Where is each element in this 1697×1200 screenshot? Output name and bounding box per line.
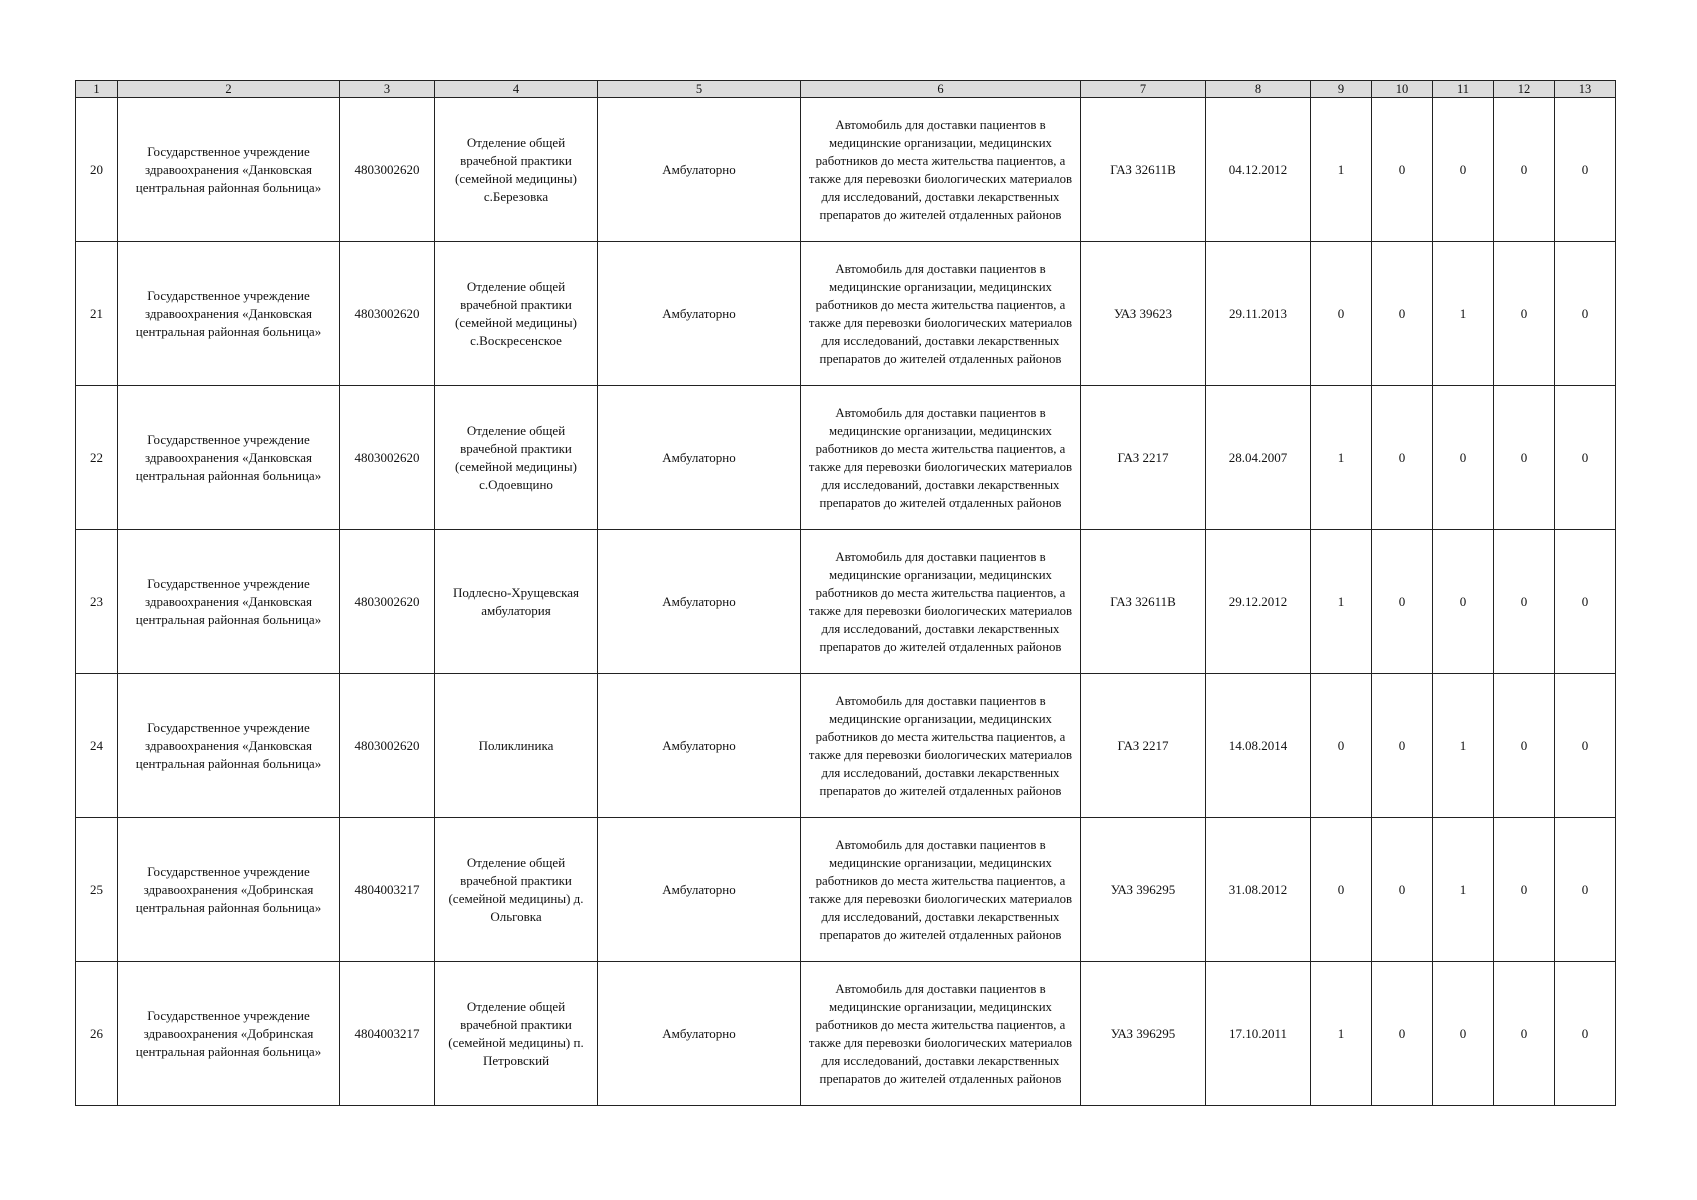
- row-number-cell: 24: [76, 674, 118, 818]
- col-10-value-cell: 0: [1372, 674, 1433, 818]
- vehicle-purpose-cell: Автомобиль для доставки пациентов в медицинские организации, медицинских работников до места жительства пациентов, а также для перевозки биологических материалов для исследований, доставки лекарственных препаратов до жителей отдаленных районов: [801, 98, 1081, 242]
- col-11-value-cell: 0: [1433, 98, 1494, 242]
- column-number-cell: 1: [76, 81, 118, 98]
- vehicle-model-cell: ГАЗ 2217: [1081, 386, 1206, 530]
- col-12-value-cell: 0: [1494, 818, 1555, 962]
- vehicle-purpose-cell: Автомобиль для доставки пациентов в медицинские организации, медицинских работников до места жительства пациентов, а также для перевозки биологических материалов для исследований, доставки лекарственных препаратов до жителей отдаленных районов: [801, 530, 1081, 674]
- inn-cell: 4803002620: [340, 386, 435, 530]
- care-type-cell: Амбулаторно: [598, 962, 801, 1106]
- registration-date-cell: 28.04.2007: [1206, 386, 1311, 530]
- table-row: [76, 674, 1616, 818]
- institution-name-cell: Государственное учреждение здравоохранения «Данковская центральная районная больница»: [118, 530, 340, 674]
- inn-cell: 4804003217: [340, 818, 435, 962]
- subdivision-cell: Отделение общей врачебной практики (семейной медицины) д. Ольговка: [435, 818, 598, 962]
- vehicle-model-cell: УАЗ 39623: [1081, 242, 1206, 386]
- col-13-value-cell: 0: [1555, 818, 1616, 962]
- institution-name-cell: Государственное учреждение здравоохранения «Данковская центральная районная больница»: [118, 98, 340, 242]
- col-11-value-cell: 1: [1433, 674, 1494, 818]
- row-number-cell: 22: [76, 386, 118, 530]
- col-10-value-cell: 0: [1372, 386, 1433, 530]
- col-9-value-cell: 1: [1311, 962, 1372, 1106]
- row-number-cell: 20: [76, 98, 118, 242]
- col-10-value-cell: 0: [1372, 818, 1433, 962]
- col-10-value-cell: 0: [1372, 98, 1433, 242]
- col-12-value-cell: 0: [1494, 530, 1555, 674]
- vehicle-model-cell: ГАЗ 32611В: [1081, 98, 1206, 242]
- vehicle-model-cell: УАЗ 396295: [1081, 962, 1206, 1106]
- col-11-value-cell: 0: [1433, 962, 1494, 1106]
- column-number-cell: 6: [801, 81, 1081, 98]
- col-11-value-cell: 0: [1433, 386, 1494, 530]
- column-number-cell: 5: [598, 81, 801, 98]
- col-11-value-cell: 1: [1433, 242, 1494, 386]
- vehicle-purpose-cell: Автомобиль для доставки пациентов в медицинские организации, медицинских работников до места жительства пациентов, а также для перевозки биологических материалов для исследований, доставки лекарственных препаратов до жителей отдаленных районов: [801, 962, 1081, 1106]
- vehicle-purpose-cell: Автомобиль для доставки пациентов в медицинские организации, медицинских работников до места жительства пациентов, а также для перевозки биологических материалов для исследований, доставки лекарственных препаратов до жителей отдаленных районов: [801, 818, 1081, 962]
- col-12-value-cell: 0: [1494, 674, 1555, 818]
- col-9-value-cell: 1: [1311, 530, 1372, 674]
- col-9-value-cell: 0: [1311, 674, 1372, 818]
- col-11-value-cell: 0: [1433, 530, 1494, 674]
- vehicle-model-cell: ГАЗ 2217: [1081, 674, 1206, 818]
- table-row: [76, 98, 1616, 242]
- care-type-cell: Амбулаторно: [598, 530, 801, 674]
- col-9-value-cell: 1: [1311, 98, 1372, 242]
- row-number-cell: 25: [76, 818, 118, 962]
- inn-cell: 4804003217: [340, 962, 435, 1106]
- care-type-cell: Амбулаторно: [598, 98, 801, 242]
- institution-name-cell: Государственное учреждение здравоохранения «Добринская центральная районная больница»: [118, 818, 340, 962]
- table-row: [76, 962, 1616, 1106]
- row-number-cell: 23: [76, 530, 118, 674]
- registration-date-cell: 14.08.2014: [1206, 674, 1311, 818]
- inn-cell: 4803002620: [340, 242, 435, 386]
- col-9-value-cell: 0: [1311, 818, 1372, 962]
- col-12-value-cell: 0: [1494, 98, 1555, 242]
- institution-name-cell: Государственное учреждение здравоохранения «Данковская центральная районная больница»: [118, 386, 340, 530]
- registration-date-cell: 17.10.2011: [1206, 962, 1311, 1106]
- column-number-cell: 7: [1081, 81, 1206, 98]
- column-number-cell: 4: [435, 81, 598, 98]
- table-row: [76, 242, 1616, 386]
- col-13-value-cell: 0: [1555, 386, 1616, 530]
- vehicle-purpose-cell: Автомобиль для доставки пациентов в медицинские организации, медицинских работников до места жительства пациентов, а также для перевозки биологических материалов для исследований, доставки лекарственных препаратов до жителей отдаленных районов: [801, 674, 1081, 818]
- vehicle-model-cell: УАЗ 396295: [1081, 818, 1206, 962]
- column-number-cell: 3: [340, 81, 435, 98]
- col-9-value-cell: 0: [1311, 242, 1372, 386]
- care-type-cell: Амбулаторно: [598, 674, 801, 818]
- subdivision-cell: Отделение общей врачебной практики (семейной медицины) с.Воскресенское: [435, 242, 598, 386]
- col-10-value-cell: 0: [1372, 962, 1433, 1106]
- vehicle-register-table: [75, 80, 1616, 1106]
- institution-name-cell: Государственное учреждение здравоохранения «Данковская центральная районная больница»: [118, 674, 340, 818]
- column-number-cell: 2: [118, 81, 340, 98]
- col-12-value-cell: 0: [1494, 962, 1555, 1106]
- inn-cell: 4803002620: [340, 530, 435, 674]
- registration-date-cell: 29.11.2013: [1206, 242, 1311, 386]
- row-number-cell: 26: [76, 962, 118, 1106]
- table-row: [76, 818, 1616, 962]
- row-number-cell: 21: [76, 242, 118, 386]
- col-12-value-cell: 0: [1494, 242, 1555, 386]
- col-10-value-cell: 0: [1372, 242, 1433, 386]
- registration-date-cell: 29.12.2012: [1206, 530, 1311, 674]
- col-13-value-cell: 0: [1555, 962, 1616, 1106]
- subdivision-cell: Отделение общей врачебной практики (семейной медицины) с.Одоевщино: [435, 386, 598, 530]
- registration-date-cell: 31.08.2012: [1206, 818, 1311, 962]
- col-13-value-cell: 0: [1555, 98, 1616, 242]
- col-9-value-cell: 1: [1311, 386, 1372, 530]
- vehicle-purpose-cell: Автомобиль для доставки пациентов в медицинские организации, медицинских работников до места жительства пациентов, а также для перевозки биологических материалов для исследований, доставки лекарственных препаратов до жителей отдаленных районов: [801, 242, 1081, 386]
- col-13-value-cell: 0: [1555, 674, 1616, 818]
- table-row: [76, 386, 1616, 530]
- column-number-cell: 10: [1372, 81, 1433, 98]
- care-type-cell: Амбулаторно: [598, 818, 801, 962]
- table-row: [76, 530, 1616, 674]
- col-12-value-cell: 0: [1494, 386, 1555, 530]
- column-number-cell: 13: [1555, 81, 1616, 98]
- col-13-value-cell: 0: [1555, 530, 1616, 674]
- subdivision-cell: Отделение общей врачебной практики (семейной медицины) с.Березовка: [435, 98, 598, 242]
- institution-name-cell: Государственное учреждение здравоохранения «Добринская центральная районная больница»: [118, 962, 340, 1106]
- registration-date-cell: 04.12.2012: [1206, 98, 1311, 242]
- vehicle-model-cell: ГАЗ 32611В: [1081, 530, 1206, 674]
- vehicle-purpose-cell: Автомобиль для доставки пациентов в медицинские организации, медицинских работников до места жительства пациентов, а также для перевозки биологических материалов для исследований, доставки лекарственных препаратов до жителей отдаленных районов: [801, 386, 1081, 530]
- column-number-header: [76, 81, 1616, 98]
- subdivision-cell: Отделение общей врачебной практики (семейной медицины) п. Петровский: [435, 962, 598, 1106]
- column-number-cell: 12: [1494, 81, 1555, 98]
- column-number-cell: 9: [1311, 81, 1372, 98]
- care-type-cell: Амбулаторно: [598, 242, 801, 386]
- col-11-value-cell: 1: [1433, 818, 1494, 962]
- inn-cell: 4803002620: [340, 674, 435, 818]
- column-number-cell: 8: [1206, 81, 1311, 98]
- institution-name-cell: Государственное учреждение здравоохранения «Данковская центральная районная больница»: [118, 242, 340, 386]
- subdivision-cell: Подлесно-Хрущевская амбулатория: [435, 530, 598, 674]
- care-type-cell: Амбулаторно: [598, 386, 801, 530]
- inn-cell: 4803002620: [340, 98, 435, 242]
- col-13-value-cell: 0: [1555, 242, 1616, 386]
- column-number-cell: 11: [1433, 81, 1494, 98]
- subdivision-cell: Поликлиника: [435, 674, 598, 818]
- col-10-value-cell: 0: [1372, 530, 1433, 674]
